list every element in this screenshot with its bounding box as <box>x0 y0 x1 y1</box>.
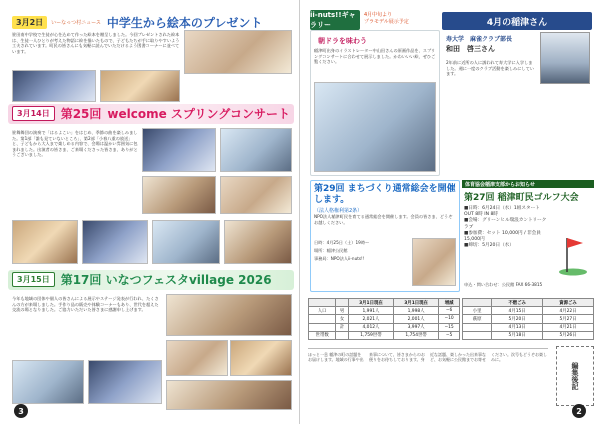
golf-contact: 申込・問い合わせ：公民館 FAX 66-3815 <box>464 282 543 287</box>
pop-cell: 4,012人 <box>348 323 393 331</box>
pop-cell: −6 <box>439 307 460 315</box>
cal-cell: 5月26日 <box>543 331 594 339</box>
table-row <box>463 323 594 331</box>
golf-title: 第27回 稲津町民ゴルフ大会 <box>464 193 579 203</box>
cal-cell: 4月15日 <box>492 307 543 315</box>
machizukuri-date: 日時：4月25日（土）19時～ <box>314 240 370 245</box>
pop-cell <box>309 315 336 323</box>
cal-cell: 4月13日 <box>492 323 543 331</box>
section2-photo-5 <box>12 220 78 264</box>
section3-header <box>12 271 272 288</box>
cal-cell <box>463 323 492 331</box>
golf-info: ■日時：6月24日（水）1組スタート OUT 8時 IN 8時 ■会場：グリーンヒル瑞浪カントリークラブ ■参加費：セット 10,000円 / 非会員 15,000円 ■締切：5月20日（水） <box>464 206 547 249</box>
pop-cell: −10 <box>439 315 460 323</box>
inaba-body: 2年前に近所の人に誘われて寿大学に入学しました。週に一度のクラブ活動を楽しみにしています。 <box>446 60 534 77</box>
inaba-club: 寿大学 麻雀クラブ部長 <box>446 36 513 43</box>
cal-cell: 萩原 <box>463 315 492 323</box>
cal-cell: 5月20日 <box>492 315 543 323</box>
golf-flag-icon <box>557 232 589 276</box>
table-row <box>463 307 594 315</box>
vertical-box <box>556 346 594 406</box>
pop-cell: 男 <box>336 307 349 315</box>
section3-body: 今年も地域の団体や個人の皆さんによる展示やステージ発表が行われ、たくさんの方が来場しました。手作り品の販売や体験コーナーもあり、世代を超えた交流の場となりました。ご協力いただいた皆さまに感謝申し上げます。 <box>12 296 159 313</box>
cal-cell: 4月22日 <box>543 307 594 315</box>
cal-header-0 <box>463 299 492 307</box>
pop-cell: 2,001人 <box>394 315 439 323</box>
schedule-table <box>462 298 594 340</box>
section1-header <box>12 14 262 31</box>
section2-date: 3月14日 <box>12 106 55 121</box>
machizukuri-body: NPO法人稲津町民を育てる通常総会を開催します。会員の皆さま、どうぞお越しください。 <box>314 214 453 225</box>
section1-small-label: いーなっつ村ニュース <box>51 20 101 26</box>
vertical-text: 編集後記 <box>571 362 579 390</box>
section2-body: 笹舞舞団の演奏で「はるよこい」をはじめ、季節の曲を楽しみました。第1部「誰も見ていないところ」、第2部「小春八重の放送」と、子どもから大人まで楽しめる内容で、会場は温かい雰囲気に包まれました。出演者の皆さま、ご来場くださった皆さま、ありがとうございました。 <box>12 130 138 158</box>
section3-photo-5 <box>88 360 162 404</box>
pop-header-3: 3月1日現在 <box>394 299 439 307</box>
table-row <box>309 307 460 315</box>
section2-photo-6 <box>82 220 148 264</box>
pop-cell: 1,991人 <box>348 307 393 315</box>
cal-cell: 4月21日 <box>543 323 594 331</box>
pop-header-1 <box>336 299 349 307</box>
cal-cell: 5月18日 <box>492 331 543 339</box>
cal-header-1: 不燃ごみ <box>492 299 543 307</box>
section3-title: 第17回 いなつフェスタvillage 2026 <box>60 273 272 287</box>
pop-header-2: 3月1日現在 <box>348 299 393 307</box>
gallery-header <box>310 10 440 30</box>
golf-band: 体育協会稲津支部からお知らせ <box>462 180 594 188</box>
pop-cell: 計 <box>336 323 349 331</box>
gallery-sub: 4月中旬より プラモデル展示予定 <box>364 12 409 25</box>
population-table <box>308 298 460 340</box>
section2-photo-8 <box>224 220 292 264</box>
section2-photo-7 <box>152 220 220 264</box>
section3-photo-6 <box>166 380 292 410</box>
section1-photo-2 <box>12 70 96 102</box>
section1-photo-3 <box>100 70 180 102</box>
section2-photo-1 <box>142 128 216 172</box>
section1-date: 3月2日 <box>12 16 47 29</box>
pop-cell: 1,754世帯 <box>394 331 439 339</box>
section2-photo-3 <box>142 176 216 214</box>
pop-cell: 2,021人 <box>348 315 393 323</box>
table-row <box>463 331 594 339</box>
bottom-text: ほっと一息 稲津の町の話題をお届けします。地域の行事や出来事について、皆さまからのお便りをお待ちしております。身近な話題、楽しかった出来事など、お気軽に公民館までお寄せください。次号もどうぞお楽しみに。 <box>308 348 548 408</box>
table-row <box>309 323 460 331</box>
section1-photo <box>184 30 292 74</box>
gallery-badge: ii-nuts!!ギャラリー <box>310 10 360 30</box>
table-row <box>463 315 594 323</box>
cal-header-2: 資源ごみ <box>543 299 594 307</box>
machizukuri-place: 場所：稲津公民館 <box>314 248 348 253</box>
pop-cell: 3,997人 <box>394 323 439 331</box>
pop-cell <box>336 331 349 339</box>
gallery-title: 朝ドラを味わう <box>318 37 367 45</box>
pop-cell: 1,998人 <box>394 307 439 315</box>
inaba-header: 4月の稲津さん <box>442 12 592 30</box>
section3-photo-2 <box>166 340 228 376</box>
inaba-portrait <box>540 32 590 84</box>
section2-photo-4 <box>220 176 292 214</box>
pop-header-0 <box>309 299 336 307</box>
section2-title: welcome スプリングコンサート <box>107 107 290 121</box>
section1-title: 中学生から絵本のプレゼント <box>106 16 263 30</box>
machizukuri-org: 事務局：NPO法人ii-nuts!! <box>314 256 365 261</box>
machizukuri-mascot <box>412 238 456 286</box>
gallery-body: 稲津町出身のイラストレーター中山田さんの原画作品を、スプリングコンサートに合わせて展示しました。かわいいい絵、ぜひご覧ください。 <box>314 48 436 65</box>
pop-cell <box>309 323 336 331</box>
inaba-person: 和田 啓三さん <box>446 45 495 53</box>
cal-cell <box>463 331 492 339</box>
pop-cell: −15 <box>439 323 460 331</box>
pop-cell: 人口 <box>309 307 336 315</box>
pop-cell: 女 <box>336 315 349 323</box>
section1-body: 笹田南中学校で生徒が心を込めて作った絵本を贈呈しました。今回プレゼントされた絵本は、生徒一人ひとりが考えた物語に絵を描いたもので、子どもたちが手に取りやすいよう工夫されています。町民の皆さんにも気軽に読んでいただけるよう図書コーナーに並べています。 <box>12 32 180 54</box>
pop-cell: 世帯数 <box>309 331 336 339</box>
gallery-photo <box>314 82 436 172</box>
section3-date: 3月15日 <box>12 272 55 287</box>
table-row <box>309 331 460 339</box>
pop-header-4: 増減 <box>439 299 460 307</box>
section2-prefix: 第25回 <box>60 107 102 121</box>
section2-header <box>12 105 290 122</box>
pop-cell: −5 <box>439 331 460 339</box>
pop-cell: 1,759世帯 <box>348 331 393 339</box>
machizukuri-sub: （法人格権利第2条） <box>314 208 363 214</box>
section3-photo-3 <box>230 340 292 376</box>
machizukuri-title: 第29回 まちづくり通常総会を開催します。 <box>314 184 456 205</box>
section3-photo-1 <box>166 294 292 336</box>
section3-photo-4 <box>12 360 84 404</box>
page-number-left: 3 <box>14 404 28 418</box>
page-number-right: 2 <box>572 404 586 418</box>
table-row <box>309 315 460 323</box>
cal-cell: 小里 <box>463 307 492 315</box>
section2-photo-2 <box>220 128 292 172</box>
cal-cell: 5月27日 <box>543 315 594 323</box>
